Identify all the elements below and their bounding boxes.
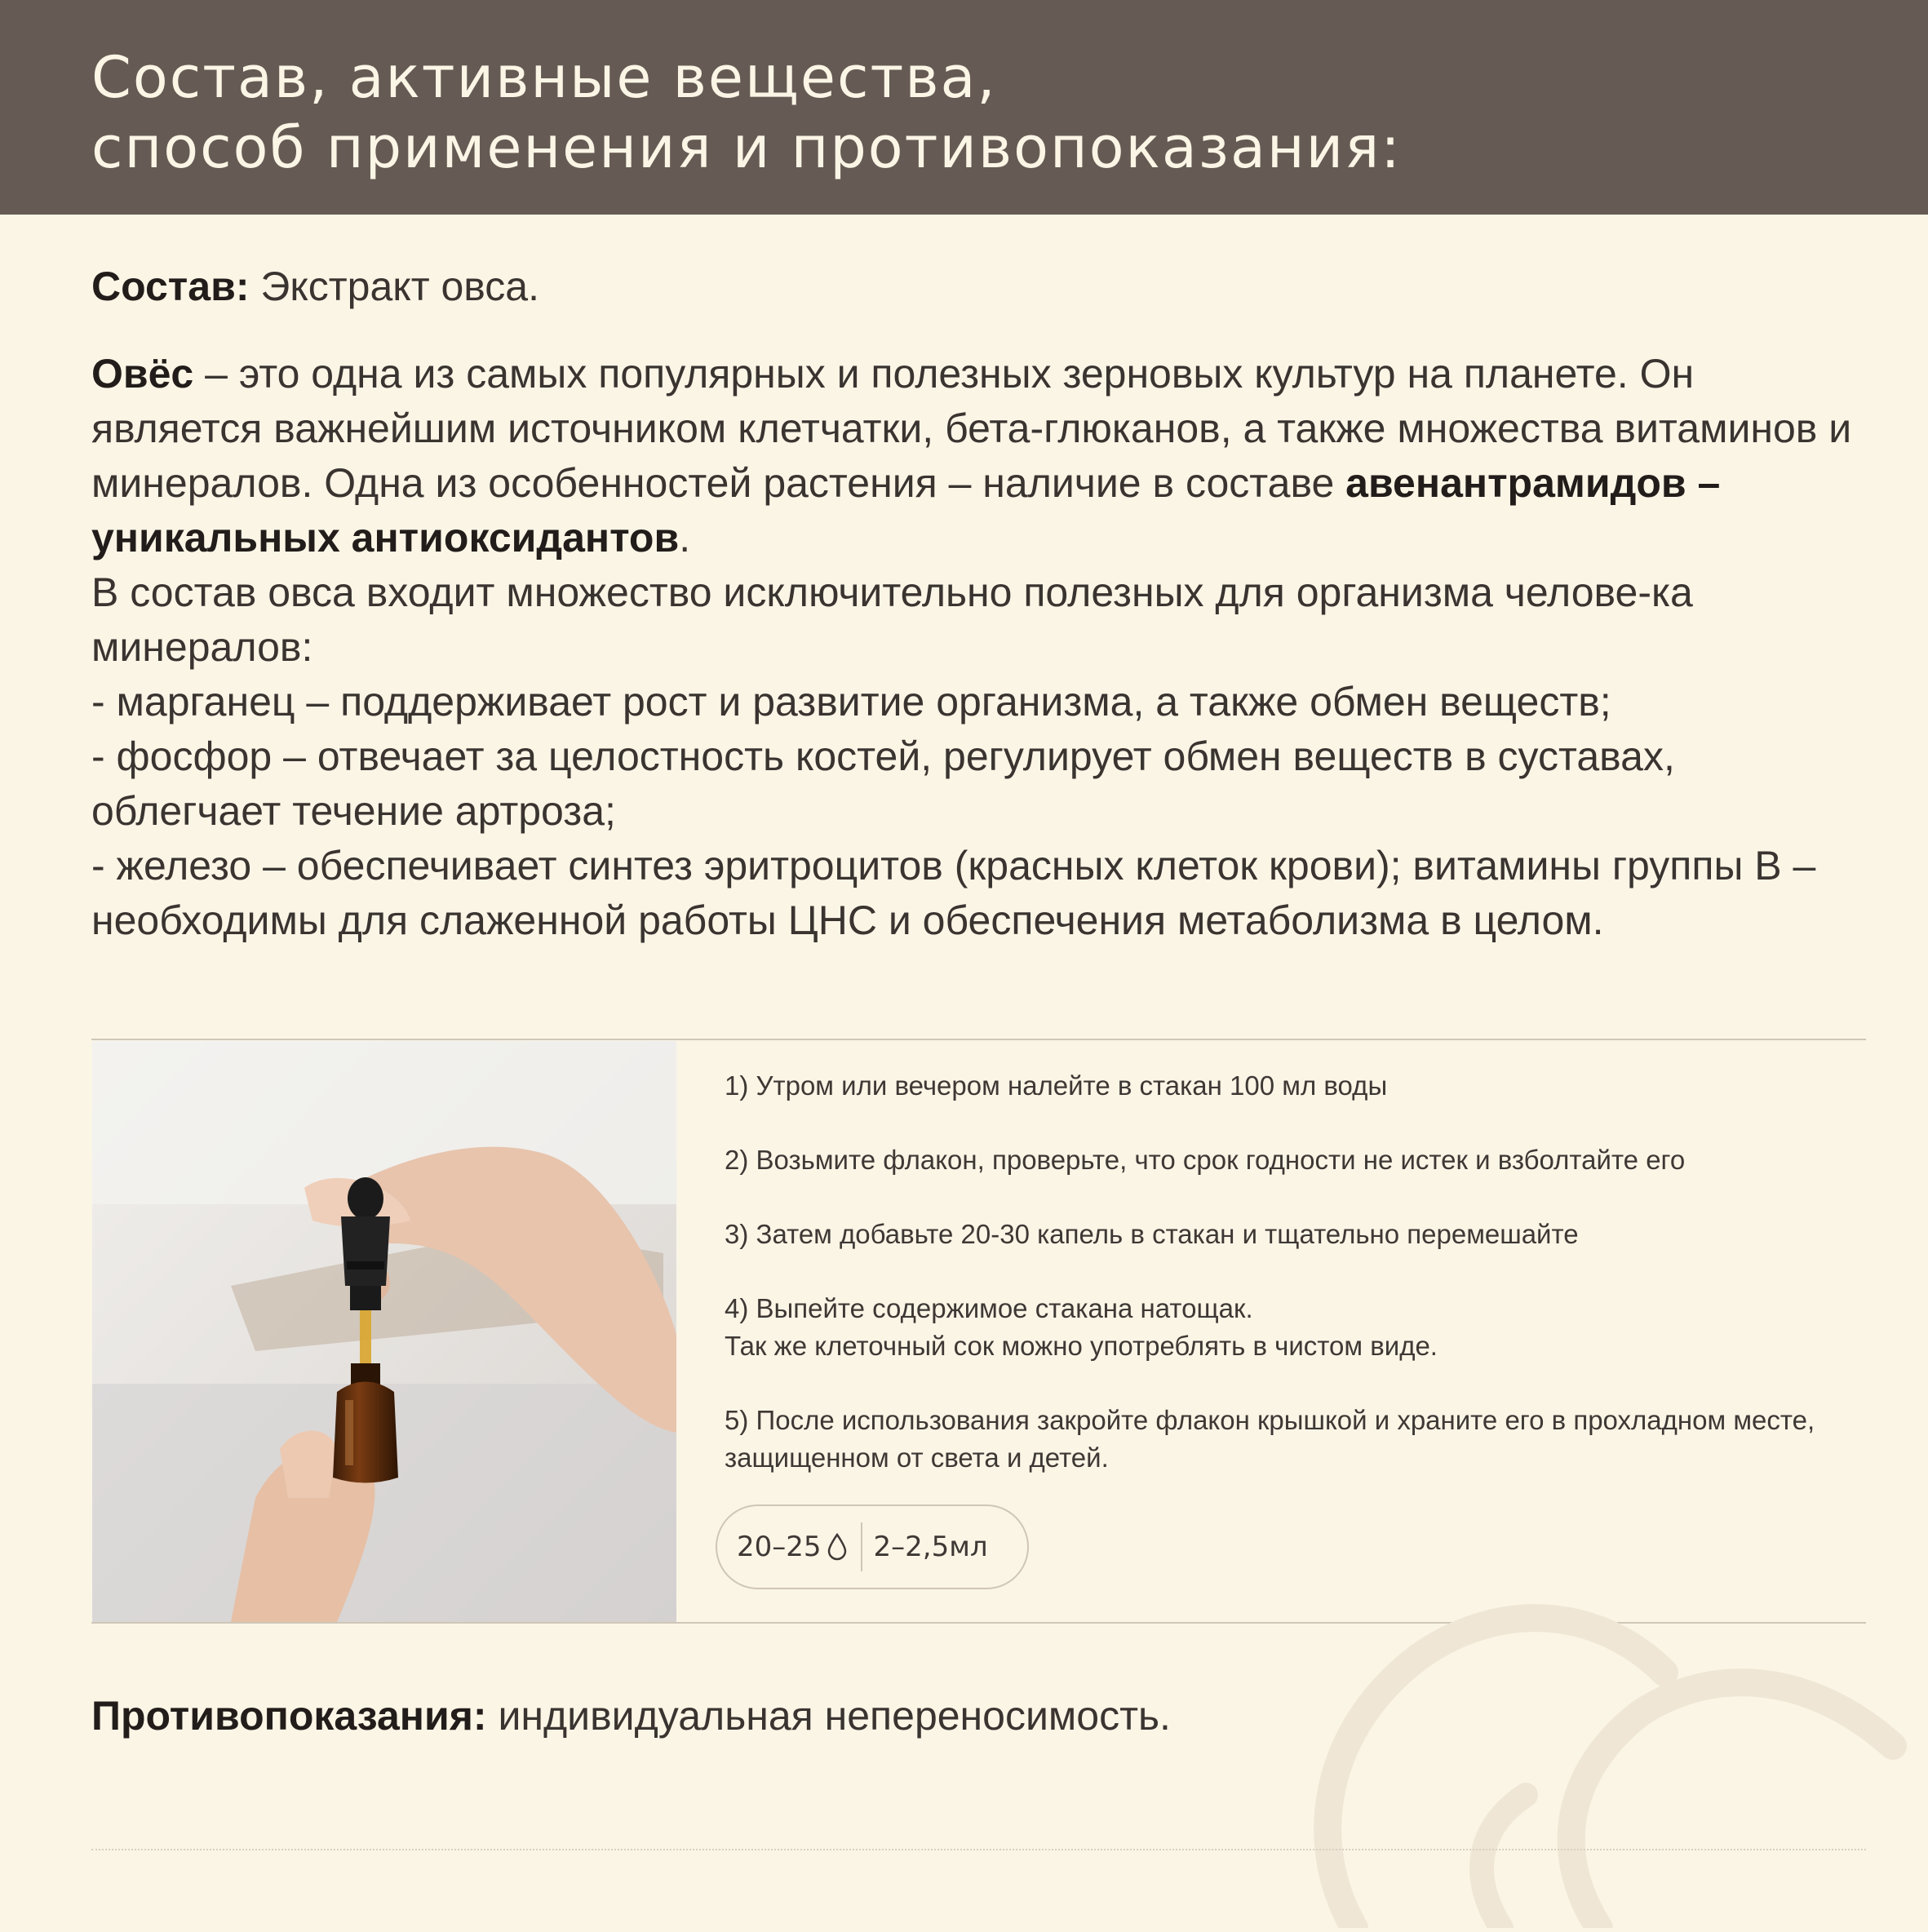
usage-step-1: 1) Утром или вечером налейте в стакан 100 мл воды xyxy=(725,1070,1388,1101)
title-line-1: Состав, активные вещества, xyxy=(91,44,997,111)
minerals-intro: В состав овса входит множество исключительно полезных для организма челове-ка минералов: xyxy=(91,569,1693,670)
usage-step-2: 2) Возьмите флакон, проверьте, что срок годности не истек и взболтайте его xyxy=(725,1145,1686,1175)
dose-volume: 2–2,5мл xyxy=(873,1531,988,1563)
mineral-item-phosphorus: - фосфор – отвечает за целостность костей, регулирует обмен веществ в суставах, облегчает течение артроза; xyxy=(91,733,1675,834)
header-banner xyxy=(0,0,1928,215)
oats-term: Овёс xyxy=(91,351,194,397)
dropper-bottle-photo xyxy=(92,1041,676,1622)
title-line-2: способ применения и противопоказания: xyxy=(91,114,1402,181)
dosage-badge xyxy=(716,1504,1029,1589)
contraindications-text: индивидуальная непереносимость. xyxy=(486,1693,1171,1739)
dose-drops-value: 20–25 xyxy=(737,1531,822,1563)
usage-steps xyxy=(725,1067,1850,1513)
oats-intro-paragraph xyxy=(91,347,1870,565)
composition-label: Состав: xyxy=(91,264,250,309)
leaf-ornament-icon xyxy=(1257,1583,1928,1932)
dose-separator xyxy=(861,1522,862,1571)
usage-step-4: 4) Выпейте содержимое стакана натощак. Так же клеточный сок можно употреблять в чистом виде. xyxy=(725,1293,1438,1361)
usage-step-5: 5) После использования закройте флакон крышкой и храните его в прохладном месте, защищенном от света и детей. xyxy=(725,1405,1815,1473)
page-title xyxy=(91,42,1402,183)
mineral-item-iron: - железо – обеспечивает синтез эритроцитов (красных клеток крови); витамины группы B – необходимы для слаженной работы ЦНС и обеспечения метаболизма в целом. xyxy=(91,843,1816,943)
usage-step-3: 3) Затем добавьте 20-30 капель в стакан и тщательно перемешайте xyxy=(725,1219,1579,1249)
section-divider-top xyxy=(91,1039,1866,1040)
contraindications-paragraph xyxy=(91,1689,1870,1744)
mineral-item-manganese: - марганец – поддерживает рост и развитие организма, а также обмен веществ; xyxy=(91,679,1611,724)
dose-drops xyxy=(737,1531,848,1563)
contraindications-label: Противопоказания: xyxy=(91,1693,487,1739)
oats-highlight: авенантрамидов – уникальных антиоксидантов xyxy=(91,460,1721,561)
drop-icon xyxy=(827,1533,848,1561)
footer-divider xyxy=(91,1849,1866,1850)
composition-text: Экстракт овса. xyxy=(249,264,540,309)
oats-intro-end: . xyxy=(679,515,691,561)
composition-paragraph xyxy=(91,259,1870,314)
dropper-photo-illustration xyxy=(92,1041,676,1622)
oats-description xyxy=(91,347,1870,948)
oats-intro: – это одна из самых популярных и полезных зерновых культур на планете. Он является важнейшим источником клетчатки, бета-глюканов, а также множества витаминов и минералов. Одна из особенностей растения – наличие в составе xyxy=(91,351,1852,506)
